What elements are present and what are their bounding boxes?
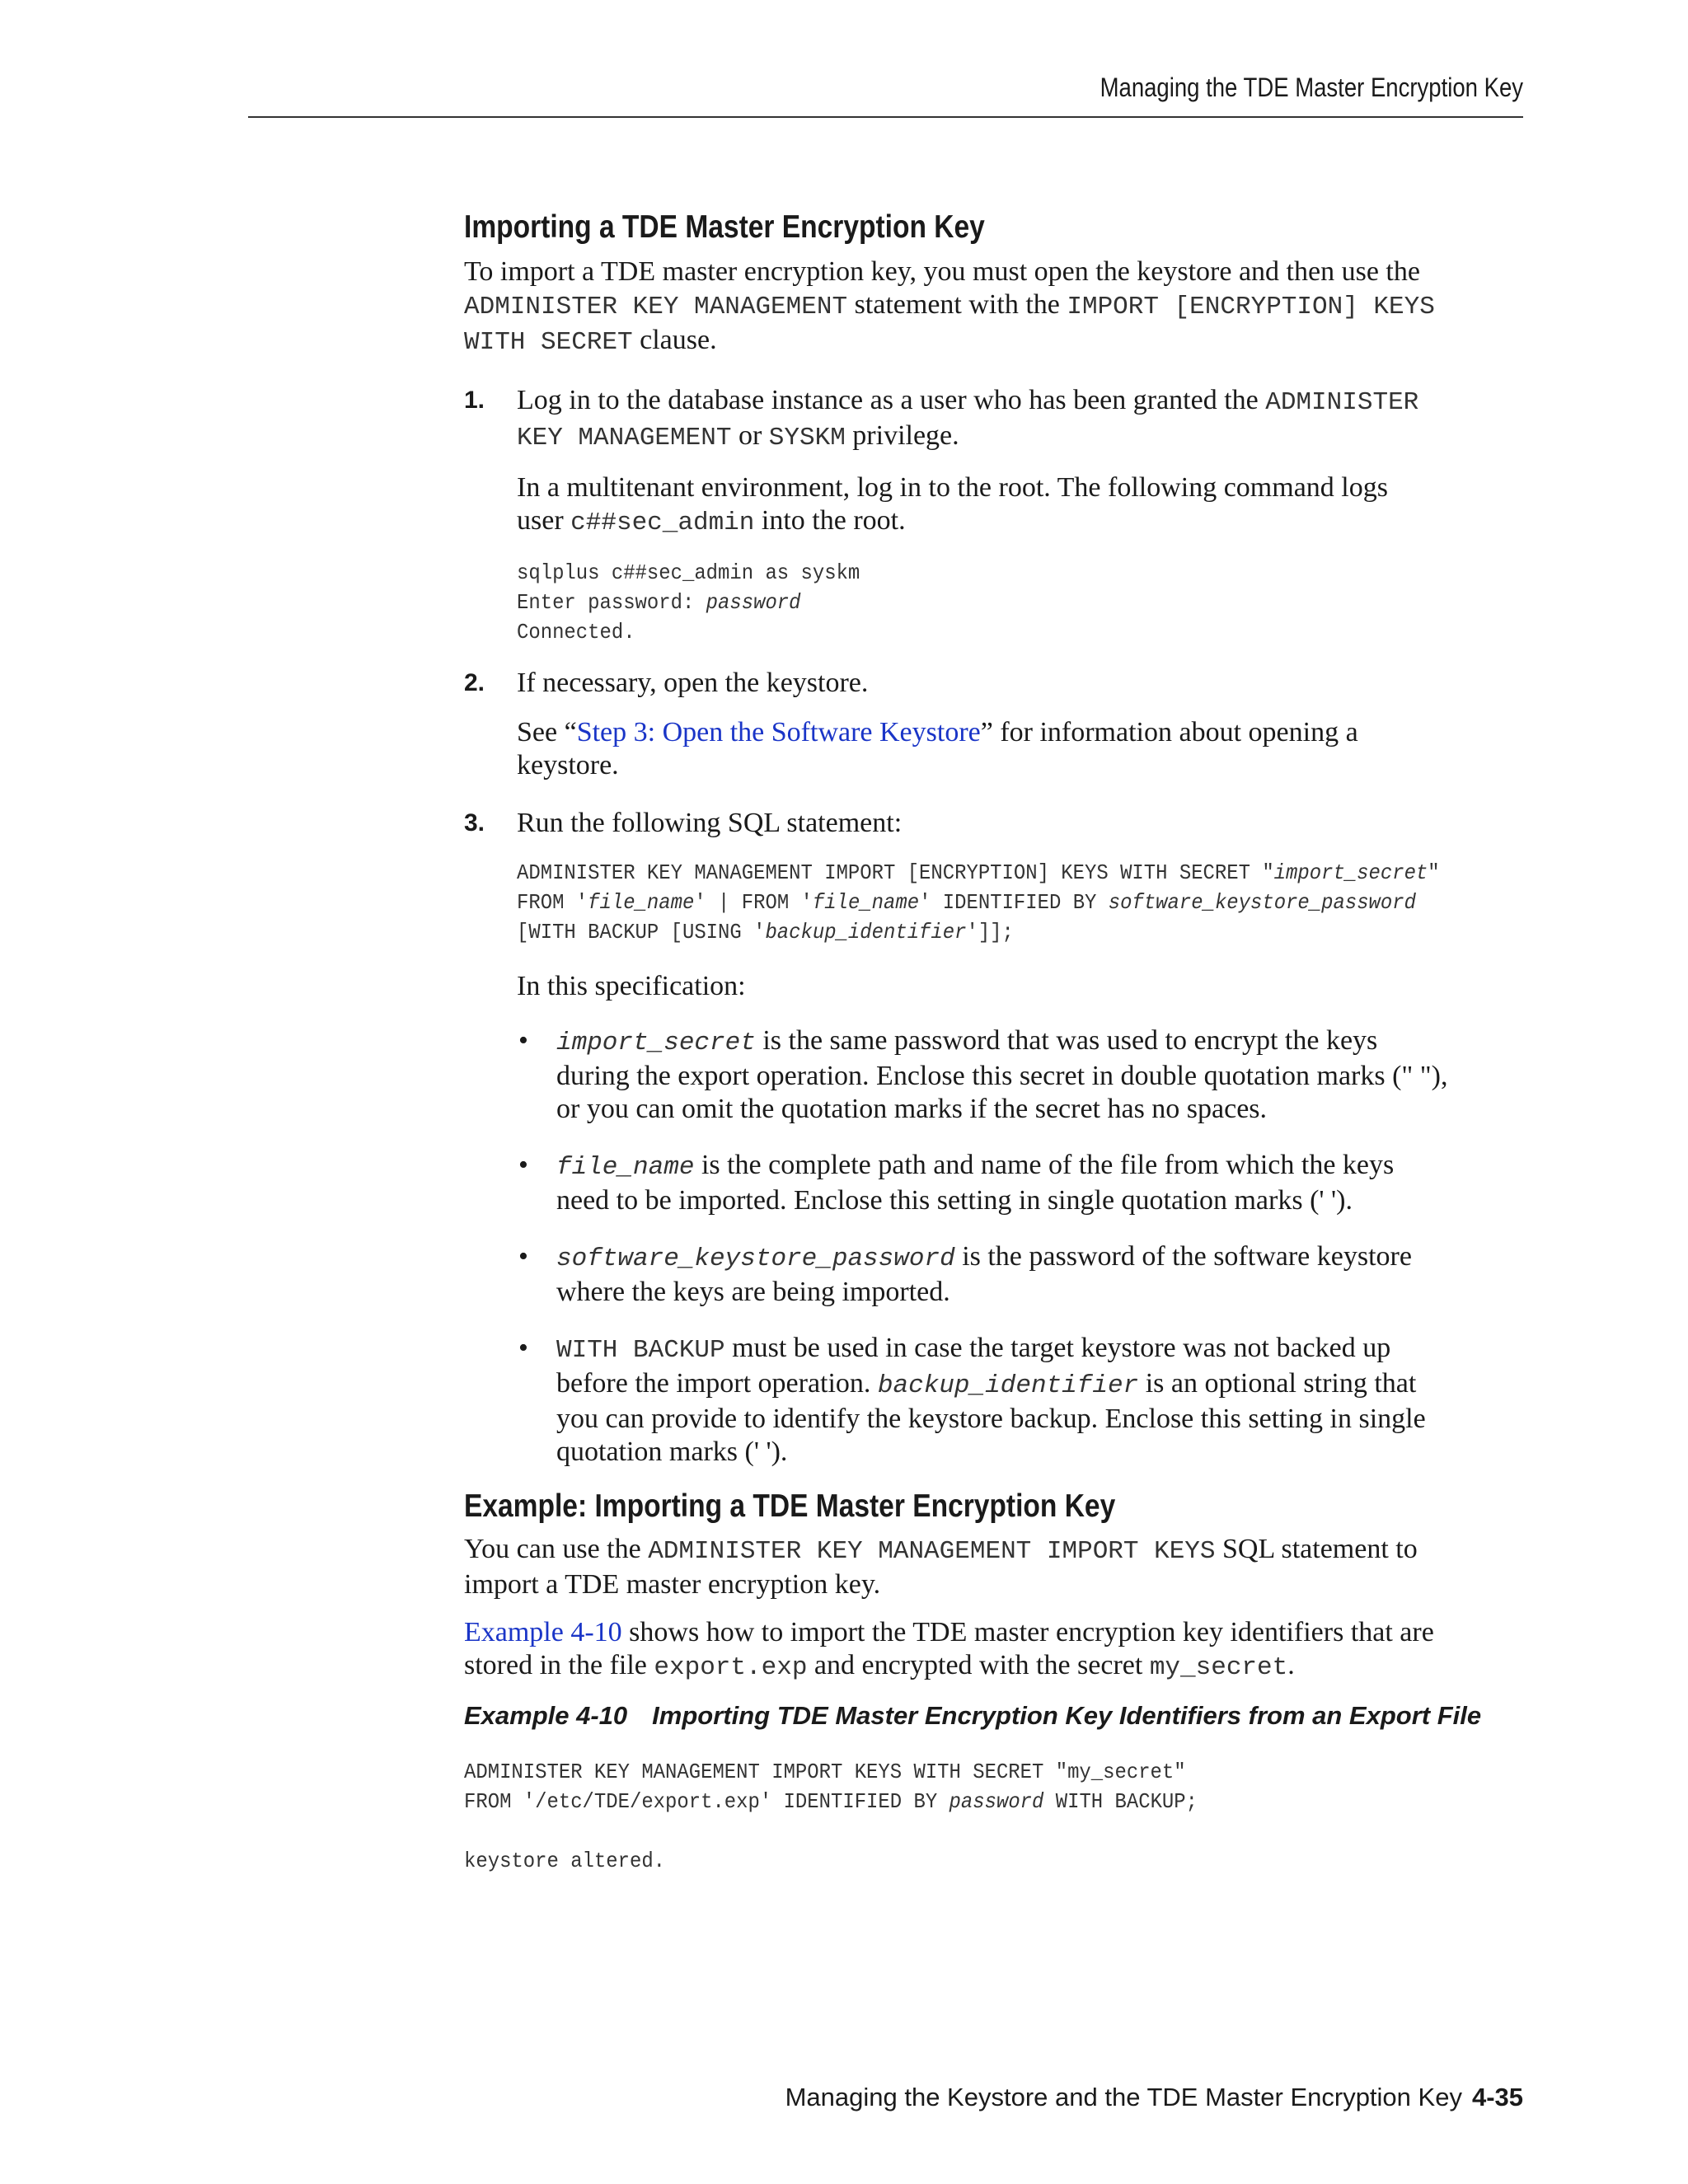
code-placeholder: password <box>706 590 801 615</box>
step-1 <box>464 384 1527 647</box>
step-2 <box>464 667 1527 782</box>
step-1-code-syskm: SYSKM <box>768 424 846 452</box>
code-text: FROM '/etc/TDE/export.exp' IDENTIFIED BY <box>464 1789 950 1814</box>
example-paragraph-1 <box>464 1533 1527 1601</box>
intro-code-administer: ADMINISTER KEY MANAGEMENT <box>464 293 848 321</box>
code-text: ']]; <box>966 920 1014 944</box>
bullet-line: is the same password that was used to encrypt the keys <box>762 1025 1378 1056</box>
bullet-term: import_secret <box>556 1029 756 1057</box>
code-text: " <box>1428 860 1440 885</box>
code-text: FROM ' <box>517 890 588 915</box>
paragraph-text: . <box>1287 1650 1295 1680</box>
step-3-open-keystore-link[interactable]: Step 3: Open the Software Keystore <box>576 717 981 748</box>
step-2-text: If necessary, open the keystore. <box>517 668 869 698</box>
page-content <box>464 206 1527 1876</box>
bullet-line: must be used in case the target keystore was not backed up <box>732 1333 1391 1363</box>
paragraph-text: shows how to import the TDE master encryption key identifiers that are <box>629 1617 1434 1647</box>
step-number: 2. <box>464 669 485 696</box>
section-heading-example: Example: Importing a TDE Master Encryption Key <box>464 1488 1116 1524</box>
code-text: WITH BACKUP; <box>1043 1789 1198 1814</box>
bullet-line: is the complete path and name of the file from which the keys <box>701 1150 1395 1180</box>
bullet-line: need to be imported. Enclose this setting in single quotation marks (' '). <box>556 1185 1353 1216</box>
bullet-file-name <box>517 1149 1527 1217</box>
code-text: keystore altered. <box>464 1849 666 1873</box>
code-text: ' | FROM ' <box>694 890 813 915</box>
code-line: Connected. <box>517 620 635 644</box>
bullet-import-secret <box>517 1024 1527 1126</box>
intro-text-1: To import a TDE master encryption key, you must open the keystore and then use the <box>464 256 1420 287</box>
intro-text-2: statement with the <box>854 289 1060 320</box>
step-1-note <box>517 471 1527 540</box>
bullet-line: before the import operation. <box>556 1368 871 1399</box>
bullet-dot: • <box>518 1241 528 1272</box>
spec-intro: In this specification: <box>517 971 746 1001</box>
step-3-code-block <box>517 858 1447 947</box>
step-number: 3. <box>464 809 485 837</box>
code-line: sqlplus c##sec_admin as syskm <box>517 560 860 585</box>
header-rule <box>248 116 1523 118</box>
example-caption-title: Importing TDE Master Encryption Key Identifiers from an Export File <box>652 1701 1482 1730</box>
example-4-10-link[interactable]: Example 4-10 <box>464 1617 622 1647</box>
step-3 <box>464 807 1527 1469</box>
step-2-see-b: ” for information about opening a <box>980 717 1358 748</box>
bullet-inline-code: backup_identifier <box>877 1371 1139 1400</box>
paragraph-text: import a TDE master encryption key. <box>464 1569 881 1600</box>
step-1-note-a: In a multitenant environment, log in to the root. The following command logs <box>517 472 1388 503</box>
bullet-line: is the password of the software keystore <box>962 1241 1412 1272</box>
bullet-line: you can provide to identify the keystore backup. Enclose this setting in single <box>556 1404 1426 1434</box>
example-caption <box>464 1699 1527 1732</box>
code-placeholder: file_name <box>588 890 695 915</box>
code-line: Enter password: <box>517 590 706 615</box>
paragraph-text: SQL statement to <box>1222 1534 1418 1564</box>
step-2-see-a: See “ <box>517 717 577 748</box>
paragraph-text: You can use the <box>464 1534 641 1564</box>
bullet-text <box>556 1024 1527 1126</box>
step-1-code-key-management: KEY MANAGEMENT <box>517 424 732 452</box>
code-placeholder: backup_identifier <box>765 920 967 944</box>
code-placeholder: password <box>949 1789 1044 1814</box>
bullet-term: WITH BACKUP <box>556 1336 725 1365</box>
inline-code-filename: export.exp <box>654 1653 808 1682</box>
code-placeholder: import_secret <box>1273 860 1428 885</box>
intro-code-with-secret: WITH SECRET <box>464 328 633 357</box>
bullet-term: file_name <box>556 1153 695 1182</box>
code-text: ADMINISTER KEY MANAGEMENT IMPORT [ENCRYPTION] KEYS WITH SECRET " <box>517 860 1274 885</box>
bullet-line: or you can omit the quotation marks if the secret has no spaces. <box>556 1094 1268 1124</box>
bullet-text <box>556 1240 1527 1309</box>
code-placeholder: file_name <box>812 890 920 915</box>
code-text: [WITH BACKUP [USING ' <box>517 920 766 944</box>
page-number: 4-35 <box>1471 2083 1523 2111</box>
bullet-with-backup <box>517 1332 1527 1469</box>
step-number: 1. <box>464 387 485 414</box>
bullet-text <box>556 1332 1527 1469</box>
paragraph-text: stored in the file <box>464 1650 647 1680</box>
code-text: ' IDENTIFIED BY <box>919 890 1109 915</box>
example-paragraph-2 <box>464 1616 1527 1685</box>
intro-text-3: clause. <box>640 325 717 355</box>
example-caption-number: Example 4-10 <box>464 1701 628 1730</box>
inline-code-secret: my_secret <box>1149 1653 1288 1682</box>
bullet-text <box>556 1149 1527 1217</box>
intro-paragraph <box>464 255 1527 359</box>
step-3-text: Run the following SQL statement: <box>517 808 903 838</box>
intro-code-import: IMPORT [ENCRYPTION] KEYS <box>1067 293 1435 321</box>
bullet-term: software_keystore_password <box>556 1244 955 1273</box>
section-heading-importing: Importing a TDE Master Encryption Key <box>464 209 985 245</box>
bullet-line: is an optional string that <box>1145 1368 1417 1399</box>
running-header: Managing the TDE Master Encryption Key <box>1100 73 1523 102</box>
step-1-code-block <box>517 558 1447 647</box>
bullet-line: quotation marks (' '). <box>556 1436 788 1467</box>
step-1-note-code: c##sec_admin <box>570 509 755 537</box>
inline-code-statement: ADMINISTER KEY MANAGEMENT IMPORT KEYS <box>648 1537 1216 1566</box>
code-text: ADMINISTER KEY MANAGEMENT IMPORT KEYS WITH SECRET "my_secret" <box>464 1760 1186 1784</box>
step-1-text-or: or <box>738 420 762 451</box>
bullet-dot: • <box>518 1333 528 1363</box>
code-placeholder: software_keystore_password <box>1108 890 1416 915</box>
step-1-code-administer: ADMINISTER <box>1265 388 1419 417</box>
bullet-dot: • <box>518 1025 528 1056</box>
bullet-software-keystore-password <box>517 1240 1527 1309</box>
bullet-line: where the keys are being imported. <box>556 1277 950 1307</box>
step-1-text <box>517 384 1527 455</box>
step-1-text-privilege: privilege. <box>852 420 959 451</box>
bullet-line: during the export operation. Enclose this secret in double quotation marks (" "), <box>556 1061 1448 1091</box>
bullet-dot: • <box>518 1150 528 1180</box>
step-1-note-c: into the root. <box>761 505 906 536</box>
step-1-text-a: Log in to the database instance as a user who has been granted the <box>517 385 1259 415</box>
paragraph-text: and encrypted with the secret <box>814 1650 1143 1680</box>
example-code-block <box>464 1757 1442 1876</box>
step-2-see <box>517 716 1527 782</box>
footer-title: Managing the Keystore and the TDE Master Encryption Key <box>785 2083 1462 2111</box>
step-2-see-c: keystore. <box>517 750 619 780</box>
page-footer <box>785 2083 1523 2112</box>
step-1-note-b: user <box>517 505 564 536</box>
